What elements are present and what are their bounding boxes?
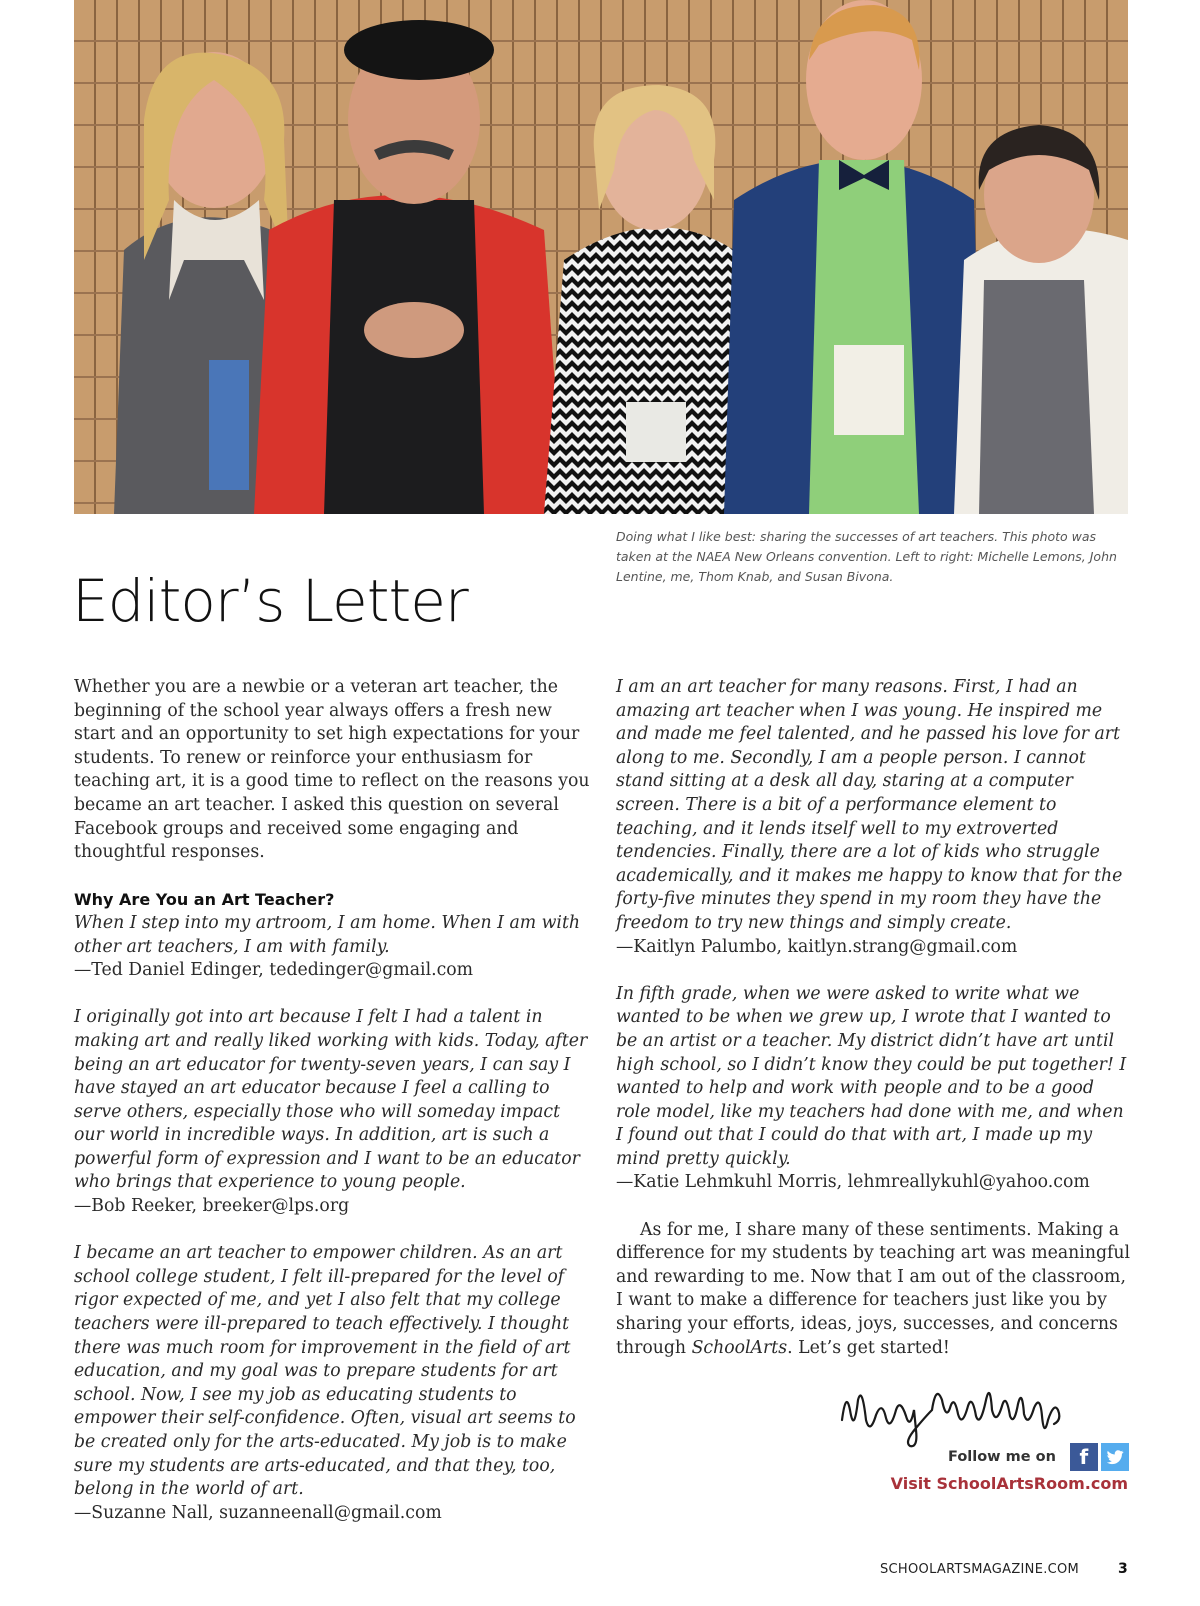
quote-1: When I step into my artroom, I am home. When I am with other art teachers, I am with family. [74, 912, 581, 957]
closing-text: As for me, I share many of these sentiments. Making a difference for my students by teaching art was meaningful and rewarding to me. Now that I am out of the classroom, I want to make a difference for teachers just like you by sharing your efforts, ideas, joys, successes, and concerns through [616, 1219, 1131, 1358]
section-subhead: Why Are You an Art Teacher? [74, 890, 335, 910]
twitter-icon[interactable] [1101, 1443, 1129, 1471]
magazine-name: SchoolArts [691, 1337, 788, 1358]
group-photo-illustration [74, 0, 1128, 514]
footer-site: SCHOOLARTSMAGAZINE.COM [880, 1562, 1080, 1577]
visit-link[interactable]: Visit SchoolArtsRoom.com [890, 1474, 1128, 1493]
facebook-icon[interactable]: f [1070, 1443, 1098, 1471]
quote-4: I am an art teacher for many reasons. First, I had an amazing art teacher when I was young. He inspired me and made me feel talented, and he passed his love for art along to me. Secondly, I am a people person. I cannot stand sitting at a desk all day, staring at a computer screen. There is a bit of a performance element to teaching, and it lends itself well to my extroverted tendencies. Finally, there are a lot of kids who struggle academically, and it makes me happy to know that for the forty-five minutes they spend in my room they have the freedom to try new things and simply create. [616, 677, 1123, 933]
closing-paragraph [616, 1219, 1132, 1361]
right-column [616, 676, 1132, 1384]
attribution-1: —Ted Daniel Edinger, tededinger@gmail.com [74, 960, 474, 981]
response-2 [74, 1006, 594, 1218]
twitter-bird-icon [1105, 1447, 1125, 1467]
quote-2: I originally got into art because I felt I had a talent in making art and really liked working with kids. Today, after being an art educator for twenty-seven years, I can say I have stayed an art educator because I feel a calling to serve others, especially those who will someday impact our world in incredible ways. In addition, art is such a powerful form of expression and I want to be an educator who brings that experience to young people. [74, 1007, 588, 1193]
signature [836, 1380, 1076, 1450]
group-photo [74, 0, 1128, 514]
attribution-4: —Kaitlyn Palumbo, kaitlyn.strang@gmail.com [616, 936, 1018, 957]
left-column [74, 676, 594, 1549]
photo-caption: Doing what I like best: sharing the successes of art teachers. This photo was taken at the NAEA New Orleans convention. Left to right: Michelle Lemons, John Lentine, me, Thom Knab, and Susan Bivona. [616, 529, 1117, 584]
follow-block [948, 1442, 1129, 1472]
closing-end: . Let’s get started! [787, 1337, 950, 1358]
quote-5: In fifth grade, when we were asked to write what we wanted to be when we grew up, I wrote that I wanted to be an artist or a teacher. My district didn’t have art until high school, so I didn’t know they could be put together! I wanted to help and work with people and to be a good role model, like my teachers had done with me, and when I found out that I could do that with art, I made up my mind pretty quickly. [616, 983, 1127, 1169]
attribution-3: —Suzanne Nall, suzanneenall@gmail.com [74, 1502, 442, 1523]
attribution-5: —Katie Lehmkuhl Morris, lehmreallykuhl@yahoo.com [616, 1172, 1090, 1193]
intro-paragraph: Whether you are a newbie or a veteran art teacher, the beginning of the school year always offers a fresh new start and an opportunity to set high expectations for your students. To renew or reinforce your enthusiasm for teaching art, it is a good time to reflect on the reasons you became an art teacher. I asked this question on several Facebook groups and received some engaging and thoughtful responses. [74, 677, 590, 863]
response-1 [74, 888, 594, 982]
response-4 [616, 676, 1132, 959]
page-title: Editor’s Letter [72, 567, 468, 635]
follow-label: Follow me on [948, 1449, 1056, 1465]
attribution-2: —Bob Reeker, breeker@lps.org [74, 1196, 350, 1217]
quote-3: I became an art teacher to empower children. As an art school college student, I felt ill-prepared for the level of rigor expected of me, and yet I also felt that my college teachers were ill-prepared to teach effectively. I thought there was much room for improvement in the field of art education, and my goal was to prepare students for art school. Now, I see my job as educating students to empower their self-confidence. Often, visual art seems to be created only for the arts-educated. My job is to make sure my students are arts-educated, and that they, too, belong in the world of art. [74, 1243, 576, 1500]
page-number: 3 [1118, 1561, 1128, 1577]
response-5 [616, 983, 1132, 1195]
response-3 [74, 1242, 594, 1525]
